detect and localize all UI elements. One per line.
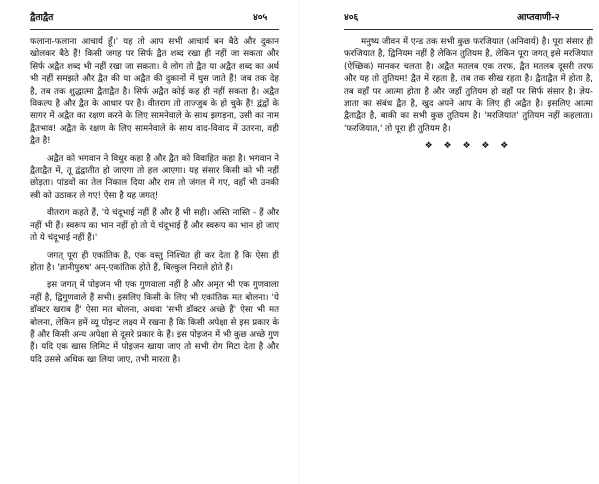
left-running-title: द्वैताद्वैत: [30, 12, 54, 23]
left-page-body: [30, 36, 279, 371]
paragraph: जगत् पूरा ही एकांतिक है, एक वस्तु निश्चित ही कर देता है कि ऐसा ही होता है। 'ज्ञानीपुरुष' अन्-एकांतिक होते हैं, बिल्कुल निराले होते हैं।: [30, 250, 279, 273]
paragraph: इस जगत् में पोइजन भी एक गुणवाला नहीं है और अमृत भी एक गुणवाला नहीं है, द्विगुणवाले हैं सभी। इसलिए किसी के लिए भी एकांतिक मत बोलना। 'ये डॉक्टर खराब हैं' ऐसा मत बोलना, अथवा 'सभी डॉक्टर अच्छे हैं' ऐसा भी मत बोलना, लेकिन हमें व्यू पोइन्ट लक्ष्य में रखना है कि किसी अपेक्षा से इस प्रकार के हैं और किसी अन्य अपेक्षा से दूसरे प्रकार के हैं। इस पोइजन में भी कुछ अच्छे गुण हैं। यदि एक खास लिमिट में पोइजन खाया जाए तो सभी रोग मिटा देता है और यदि उससे अधिक खा लिया जाए, तभी मारता है।: [30, 280, 279, 365]
right-running-title: आप्तवाणी-२: [517, 12, 560, 23]
left-page-number: ४०५: [253, 12, 268, 23]
paragraph: अद्वैत को भगवान ने विधुर कहा है और द्वैत को विवाहित कहा है। भगवान ने द्वैताद्वैत में, तू द्वंद्वातीत हो जाएगा तो हल आएगा। यह संसार किसी को भी नहीं छोड़ता। पांडवों का तेल निकाल दिया और राम तो जंगल में गए, वहाँ भी उनकी स्त्री को उठाकर ले गए! ऐसा है यह जगत्!: [30, 153, 279, 201]
paragraph: फलाना-फलाना आचार्य हूँ।' यह तो आप सभी आचार्य बन बैठे और दुकान खोलकर बैठे हैं! किसी जगह पर सिर्फ द्वैत शब्द रखा ही नहीं जा सकता और सिर्फ अद्वैत शब्द भी नहीं रखा जा सकता। ये लोग तो द्वैत या अद्वैत शब्द का अर्थ भी नहीं समझते और द्वैत की या अद्वैत की दुकानों में घुस जाते हैं! जब तक देह है, तब तक शुद्धात्मा द्वैताद्वैत है। सिर्फ अद्वैत कोई कह ही नहीं सकता है। अद्वैत विकल्प है और द्वैत के आधार पर है। वीतराग तो ताज्जुब के हो चुके हैं! द्वंद्वों के सागर में अद्वैत का रक्षण करने के लिए सामनेवाले के साथ झगड़ना, उसी का नाम द्वैतभाव! अद्वैत के रक्षण के लिए सामनेवाले के साथ वाद-विवाद में उतरना, वही द्वैत है!: [30, 37, 279, 147]
paragraph: वीतराग कहते हैं, 'ये चंदूभाई नहीं हैं और हैं भी सही। अस्ति नास्ति - हैं और नहीं भी हैं। स्वरूप का भान नहीं हो तो ये चंदूभाई हैं और स्वरूप का भान हो जाए तो ये चंदूभाई नहीं हैं।': [30, 208, 279, 244]
right-page-body: [344, 36, 593, 151]
right-page-number: ४०६: [344, 12, 359, 23]
right-page: [300, 0, 599, 484]
end-ornament: ❖ ❖ ❖ ❖ ❖: [424, 141, 513, 152]
right-header-rule: [344, 29, 593, 30]
left-header-rule: [30, 29, 279, 30]
paragraph: मनुष्य जीवन में एन्ड तक सभी कुछ फरजियात (अनिवार्य) है। पूरा संसार ही फरजियात है, द्विनियम नहीं है लेकिन तुतियम है, लेकिन पूरा जगत् इसे मरजियात (ऐच्छिक) मानकर चलता है। अद्वैत मतलब एक तरफ, द्वैत मतलब दूसरी तरफ और यह तो तुतियम! द्वैत में रहता है, तब तक सीख रहता है। द्वैताद्वैत में होता है, तब वहाँ पर आत्मा होता है और जहाँ तुतियम हो वहाँ पर सिर्फ संसार है। ज्ञेय-ज्ञाता का संबंध द्वैत है, खुद अपने आप के लिए ही अद्वैत है। इसलिए आत्मा द्वैताद्वैत है, बाकी का सभी कुछ तुतियम है। 'मरजियात' तुतियम नहीं कहलाता। 'फरजियात,' तो पूरा ही तुतियम है।: [344, 37, 593, 134]
